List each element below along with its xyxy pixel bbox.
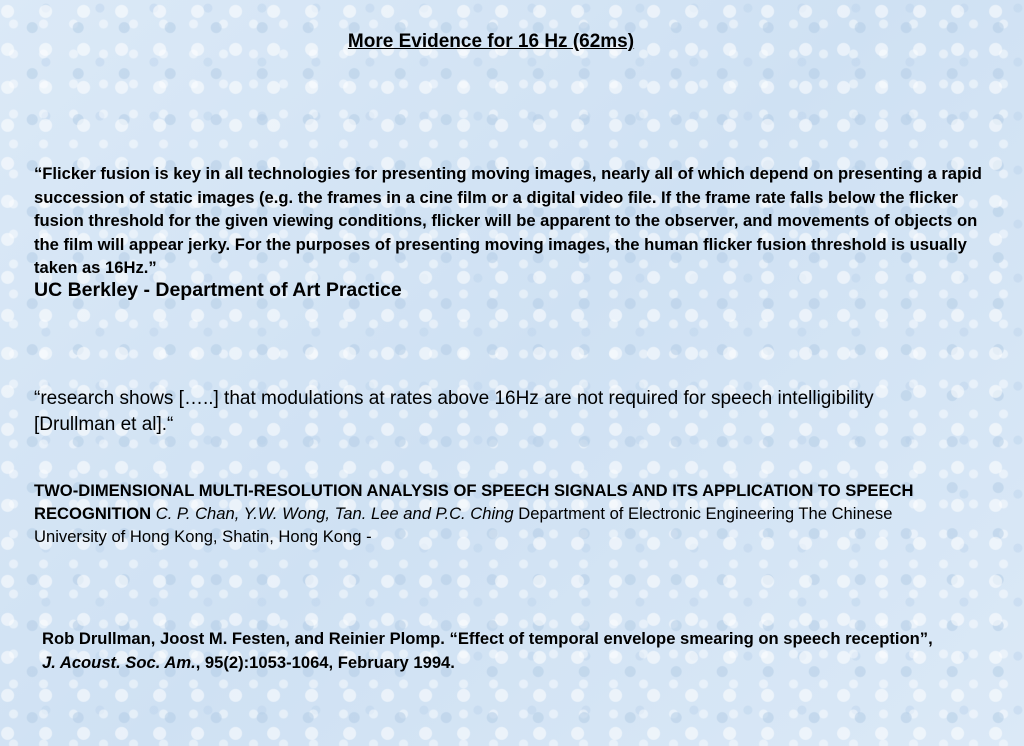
- paper-reference-authors: C. P. Chan, Y.W. Wong, Tan. Lee and P.C. Ching: [155, 504, 514, 523]
- page-title: More Evidence for 16 Hz (62ms): [347, 31, 635, 52]
- paper-reference: [34, 479, 954, 548]
- paper-reference-affiliation: Department of Electronic Engineering The Chinese University of Hong Kong, Shatin, Hong Kong -: [34, 504, 893, 546]
- speech-modulation-quote: “research shows […..] that modulations at rates above 16Hz are not required for speech intelligibility [Drullman et al].“: [34, 388, 874, 435]
- flicker-fusion-quote-source: UC Berkley - Department of Art Practice: [34, 279, 402, 301]
- journal-citation-tail: , 95(2):1053-1064, February 1994.: [195, 653, 455, 672]
- paper-reference-title: TWO-DIMENSIONAL MULTI-RESOLUTION ANALYSIS OF SPEECH SIGNALS AND ITS APPLICATION TO SPEECH RECOGNITION: [34, 481, 914, 523]
- journal-citation-lead: Rob Drullman, Joost M. Festen, and Reinier Plomp. “Effect of temporal envelope smearing on speech reception”,: [42, 629, 933, 648]
- flicker-fusion-quote: “Flicker fusion is key in all technologies for presenting moving images, nearly all of which depend on presenting a rapid succession of static images (e.g. the frames in a cine film or a digital video file. If the frame rate falls below the flicker fusion threshold for the given viewing conditions, flicker will be apparent to the observer, and movements of objects on the film will appear jerky. For the purposes of presenting moving images, the human flicker fusion threshold is usually taken as 16Hz.”: [34, 164, 982, 278]
- journal-citation: [42, 627, 942, 675]
- journal-citation-journal: J. Acoust. Soc. Am.: [42, 653, 196, 672]
